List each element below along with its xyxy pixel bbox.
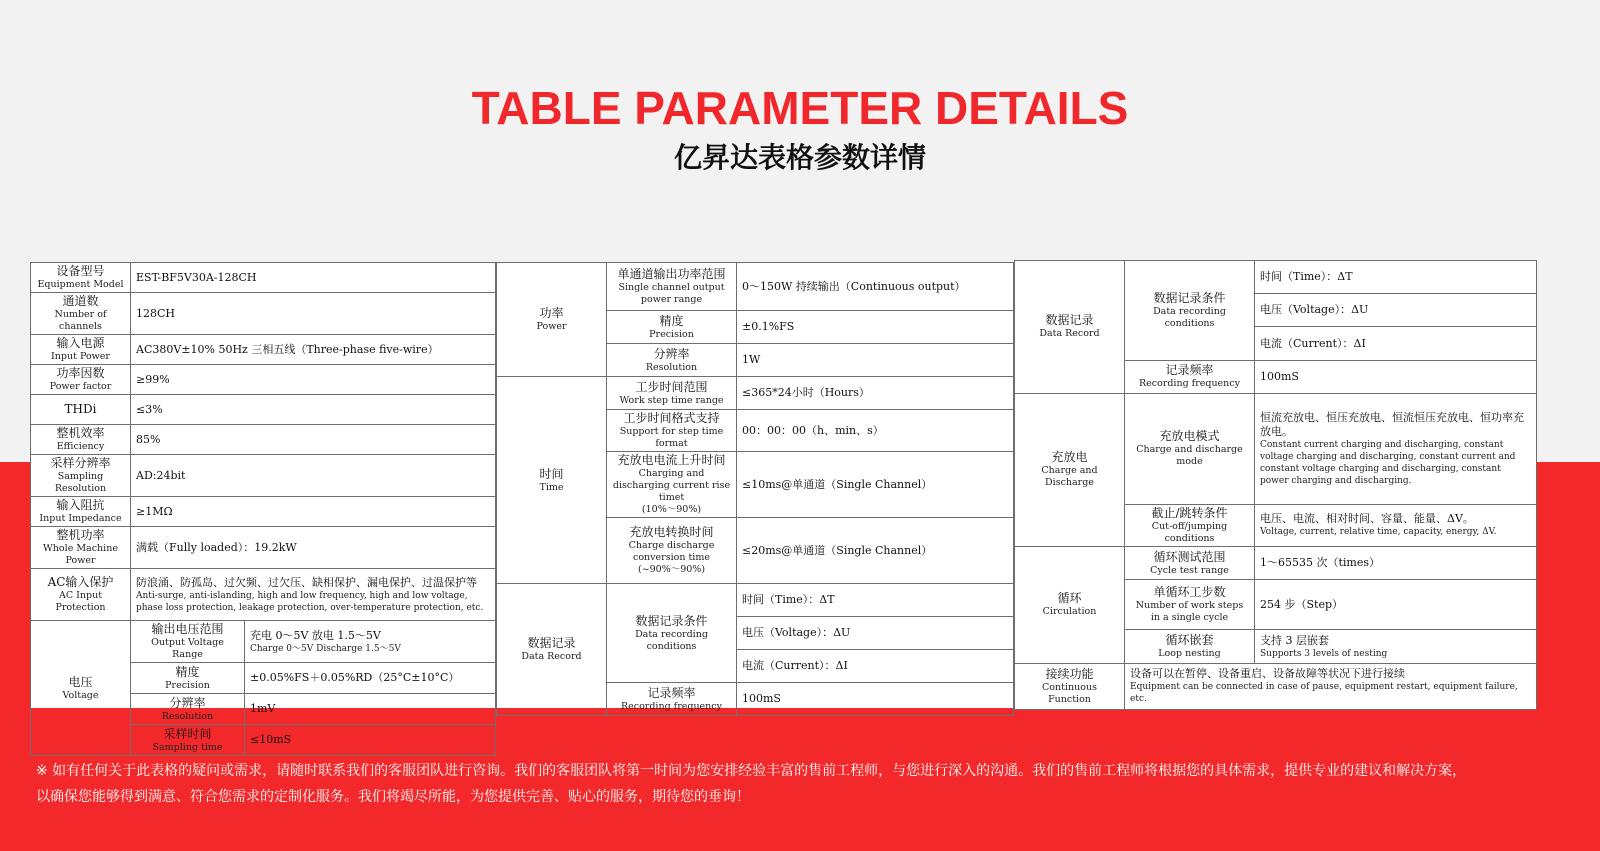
label-power-factor: 功率因数 Power factor (31, 365, 131, 395)
value-step-time-format: 00：00：00（h、min、s） (737, 410, 1014, 452)
value-sampling-resolution: AD:24bit (131, 455, 496, 497)
value-step-time-range: ≤365*24小时（Hours） (737, 377, 1014, 410)
label-circulation: 循环 Circulation (1015, 546, 1125, 663)
label-cutoff-conditions: 截止/跳转条件 Cut-off/jumping conditions (1125, 504, 1255, 546)
label-voltage: 电压 Voltage (31, 621, 131, 756)
value-recording-frequency: 100mS (737, 683, 1014, 716)
label-thdi: THDi (31, 395, 131, 425)
label-steps-per-cycle: 单循环工步数 Number of work steps in a single cycle (1125, 580, 1255, 630)
label-efficiency: 整机效率 Efficiency (31, 425, 131, 455)
label-voltage-precision: 精度 Precision (131, 663, 245, 694)
label-sampling-time: 采样时间 Sampling time (131, 725, 245, 756)
label-loop-nesting: 循环嵌套 Loop nesting (1125, 630, 1255, 663)
value-voltage-resolution: 1mV (245, 694, 496, 725)
value-conversion-time: ≤20ms@单通道（Single Channel） (737, 518, 1014, 584)
label-channels: 通道数 Number of channels (31, 293, 131, 335)
value-voltage-precision: ±0.05%FS＋0.05%RD（25°C±10°C） (245, 663, 496, 694)
spec-table-3 (1014, 260, 1537, 710)
value-input-impedance: ≥1MΩ (131, 497, 496, 527)
label-power-resolution: 分辨率 Resolution (607, 344, 737, 377)
label-voltage-resolution: 分辨率 Resolution (131, 694, 245, 725)
value-sampling-time: ≤10mS (245, 725, 496, 756)
label-power: 功率 Power (497, 263, 607, 377)
label-ac-protection: AC输入保护 AC Input Protection (31, 569, 131, 621)
label-sampling-resolution: 采样分辨率 Sampling Resolution (31, 455, 131, 497)
label-output-power-range: 单通道输出功率范围 Single channel output power range (607, 263, 737, 311)
value-machine-power: 满载（Fully loaded）：19.2kW (131, 527, 496, 569)
value-continuous-function: 设备可以在暂停、设备重启、设备故障等状况下进行接续 Equipment can be connected in case of pause, equipment restart, equipment failure, etc. (1125, 663, 1537, 709)
value-power-factor: ≥99% (131, 365, 496, 395)
value-condition-time-2: 时间（Time）：ΔT (1255, 261, 1537, 294)
footer-line-1: ※ 如有任何关于此表格的疑问或需求，请随时联系我们的客服团队进行咨询。我们的客服团队将第一时间为您安排经验丰富的售前工程师，与您进行深入的沟通。我们的售前工程师将根据您的具体需求，提供专业的建议和解决方案， (36, 763, 1467, 779)
value-loop-nesting: 支持 3 层嵌套 Supports 3 levels of nesting (1255, 630, 1537, 663)
value-power-precision: ±0.1%FS (737, 311, 1014, 344)
label-recording-frequency-2: 记录频率 Recording frequency (1125, 360, 1255, 393)
spec-table-2 (496, 262, 1014, 712)
value-cycle-test-range: 1～65535 次（times） (1255, 546, 1537, 579)
value-charge-mode: 恒流充放电、恒压充放电、恒流恒压充放电、恒功率充放电。 Constant current charging and discharging, constant voltage charging and discharging, constant current and constant voltage charging and discharging, constant power charging and discharging. (1255, 393, 1537, 504)
value-power-resolution: 1W (737, 344, 1014, 377)
value-condition-current: 电流（Current）：ΔI (737, 650, 1014, 683)
page-subtitle: 亿昇达表格参数详情 (673, 141, 926, 174)
value-input-power: AC380V±10% 50Hz 三相五线（Three-phase five-wire） (131, 335, 496, 365)
label-output-voltage-range: 输出电压范围 Output Voltage Range (131, 621, 245, 663)
label-current-rise-time: 充放电电流上升时间 Charging and discharging current rise timet (10%～90%) (607, 452, 737, 518)
label-time: 时间 Time (497, 377, 607, 584)
label-machine-power: 整机功率 Whole Machine Power (31, 527, 131, 569)
value-output-power-range: 0～150W 持续输出（Continuous output） (737, 263, 1014, 311)
footer-note (36, 758, 1576, 810)
label-input-power: 输入电源 Input Power (31, 335, 131, 365)
label-input-impedance: 输入阻抗 Input Impedance (31, 497, 131, 527)
value-current-rise-time: ≤10ms@单通道（Single Channel） (737, 452, 1014, 518)
label-charge-mode: 充放电模式 Charge and discharge mode (1125, 393, 1255, 504)
value-condition-time: 时间（Time）：ΔT (737, 584, 1014, 617)
value-efficiency: 85% (131, 425, 496, 455)
label-continuous-function: 接续功能 Continuous Function (1015, 663, 1125, 709)
label-cycle-test-range: 循环测试范围 Cycle test range (1125, 546, 1255, 579)
value-condition-current-2: 电流（Current）：ΔI (1255, 327, 1537, 360)
label-step-time-range: 工步时间范围 Work step time range (607, 377, 737, 410)
label-step-time-format: 工步时间格式支持 Support for step time format (607, 410, 737, 452)
label-data-record-2: 数据记录 Data Record (1015, 261, 1125, 394)
label-data-record: 数据记录 Data Record (497, 584, 607, 716)
page-title: TABLE PARAMETER DETAILS (471, 82, 1129, 134)
label-power-precision: 精度 Precision (607, 311, 737, 344)
label-recording-frequency: 记录频率 Recording frequency (607, 683, 737, 716)
label-recording-conditions-2: 数据记录条件 Data recording conditions (1125, 261, 1255, 361)
value-channels: 128CH (131, 293, 496, 335)
label-conversion-time: 充放电转换时间 Charge discharge conversion time (~90%～90%) (607, 518, 737, 584)
value-output-voltage-range: 充电 0～5V 放电 1.5～5V Charge 0～5V Discharge 1.5～5V (245, 621, 496, 663)
label-equipment-model: 设备型号 Equipment Model (31, 263, 131, 293)
label-charge-discharge: 充放电 Charge and Discharge (1015, 393, 1125, 546)
value-ac-protection: 防浪涌、防孤岛、过欠频、过欠压、缺相保护、漏电保护、过温保护等 Anti-surge, anti-islanding, high and low frequency, high and low voltage, phase loss protection, leakage protection, over-temperature protection, etc. (131, 569, 496, 621)
label-recording-conditions: 数据记录条件 Data recording conditions (607, 584, 737, 683)
value-equipment-model: EST-BF5V30A-128CH (131, 263, 496, 293)
value-condition-voltage: 电压（Voltage）：ΔU (737, 617, 1014, 650)
value-cutoff-conditions: 电压、电流、相对时间、容量、能量、ΔV。 Voltage, current, relative time, capacity, energy, ΔV. (1255, 504, 1537, 546)
value-steps-per-cycle: 254 步（Step） (1255, 580, 1537, 630)
footer-line-2: 以确保您能够得到满意、符合您需求的定制化服务。我们将竭尽所能，为您提供完善、贴心的服务，期待您的垂询！ (36, 789, 750, 805)
value-thdi: ≤3% (131, 395, 496, 425)
spec-table-1 (30, 262, 496, 753)
value-recording-frequency-2: 100mS (1255, 360, 1537, 393)
value-condition-voltage-2: 电压（Voltage）：ΔU (1255, 294, 1537, 327)
